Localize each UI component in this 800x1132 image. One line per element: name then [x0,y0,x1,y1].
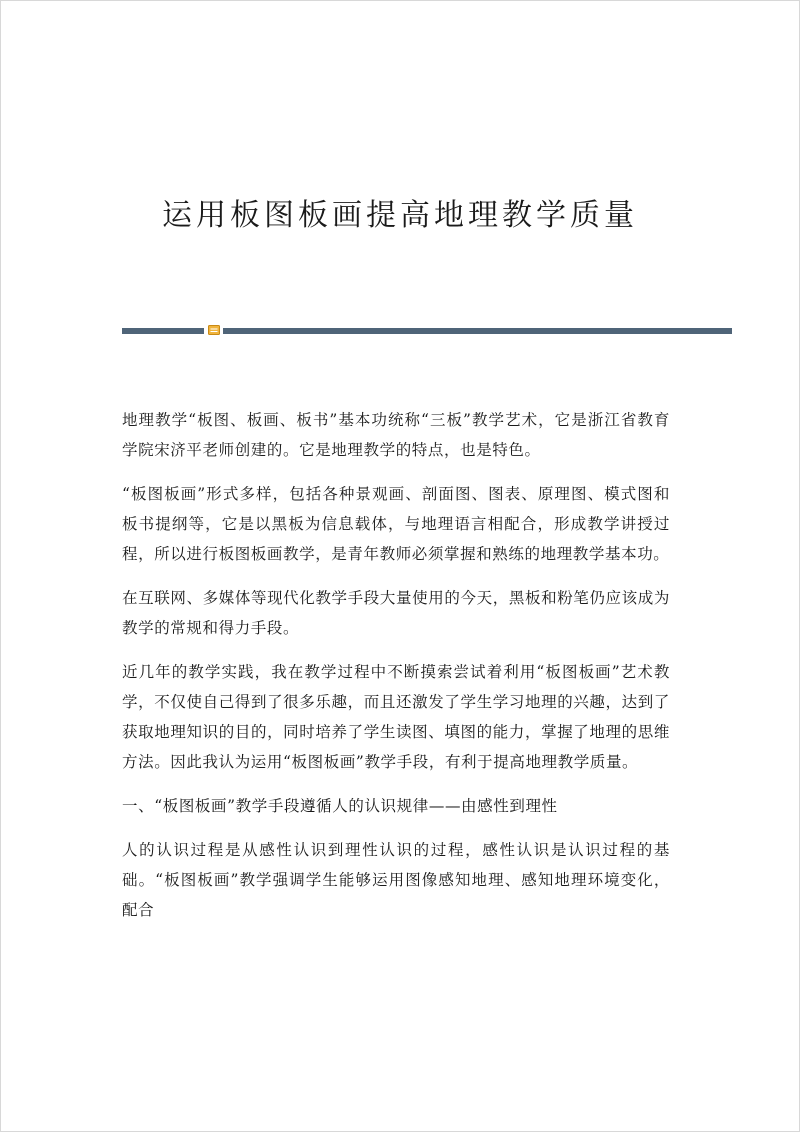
title-divider [122,325,732,337]
document-title: 运用板图板画提高地理教学质量 [162,198,638,233]
paragraph: 人的认识过程是从感性认识到理性认识的过程，感性认识是认识过程的基础。“板图板画”教学强调学生能够运用图像感知地理、感知地理环境变化，配合 [122,841,670,919]
bookmark-icon [208,325,220,335]
section-heading: 一、“板图板画”教学手段遵循人的认识规律——由感性到理性 [122,797,558,815]
document-body [122,405,670,939]
paragraph: 在互联网、多媒体等现代化教学手段大量使用的今天，黑板和粉笔仍应该成为教学的常规和得力手段。 [122,589,670,637]
divider-bar-right [223,328,732,334]
divider-bar-left [122,328,204,334]
paragraph: 近几年的教学实践，我在教学过程中不断摸索尝试着利用“板图板画”艺术教学，不仅使自己得到了很多乐趣，而且还激发了学生学习地理的兴趣，达到了获取地理知识的目的，同时培养了学生读图、填图的能力，掌握了地理的思维方法。因此我认为运用“板图板画”教学手段，有利于提高地理教学质量。 [122,663,670,771]
paragraph: “板图板画”形式多样，包括各种景观画、剖面图、图表、原理图、模式图和板书提纲等，它是以黑板为信息载体，与地理语言相配合，形成教学讲授过程，所以进行板图板画教学，是青年教师必须掌握和熟练的地理教学基本功。 [122,485,670,563]
paragraph: 地理教学“板图、板画、板书”基本功统称“三板”教学艺术，它是浙江省教育学院宋济平老师创建的。它是地理教学的特点，也是特色。 [122,411,670,459]
